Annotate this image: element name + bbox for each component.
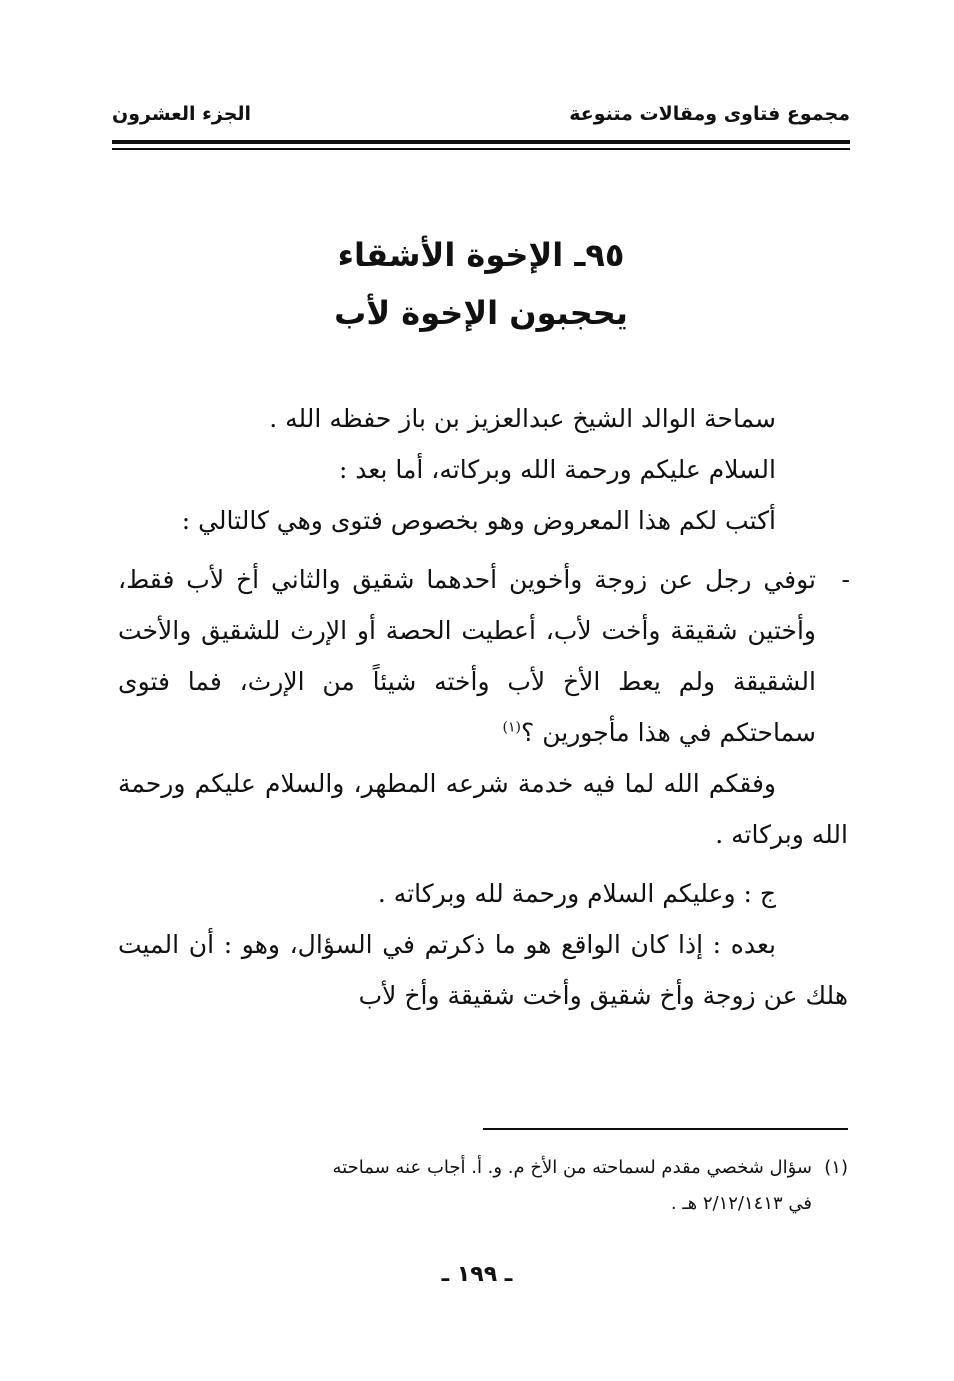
answer-paragraph: بعده : إذا كان الواقع هو ما ذكرتم في السؤال، وهو : أن الميت هلك عن زوجة وأخ شقيق وأخت شقيقة وأخ لأب xyxy=(118,930,848,1010)
question-paragraph xyxy=(118,554,848,758)
footnote-line-1 xyxy=(118,1150,848,1186)
footnote-text-1: سؤال شخصي مقدم لسماحته من الأخ م. و. أ. أجاب عنه سماحته xyxy=(332,1157,812,1178)
salutation: سماحة الوالد الشيخ عبدالعزيز بن باز حفظه الله . xyxy=(269,404,776,433)
footnote-rule xyxy=(483,1128,848,1130)
header-rule-thin xyxy=(112,148,850,150)
footnote-number: (١) xyxy=(824,1157,848,1178)
header-rule-thick xyxy=(112,140,850,144)
footnote-marker: (١) xyxy=(502,719,521,736)
intro-paragraph: أكتب لكم هذا المعروض وهو بخصوص فتوى وهي كالتالي : xyxy=(181,506,776,535)
footnote-line-2: في ٢/١٢/١٤١٣ هـ . xyxy=(670,1193,812,1214)
bullet-dash: - xyxy=(841,565,850,594)
footnote xyxy=(118,1150,848,1222)
title-line-1: ٩٥ـ الإخوة الأشقاء xyxy=(337,236,625,274)
greeting: السلام عليكم ورحمة الله وبركاته، أما بعد : xyxy=(338,455,776,484)
book-title: مجموع فتاوى ومقالات متنوعة xyxy=(569,103,850,125)
running-head xyxy=(112,96,850,132)
article-body xyxy=(118,393,848,1021)
question-item xyxy=(118,554,848,758)
title-line-2: يحجبون الإخوة لأب xyxy=(334,294,628,332)
closing-paragraph: وفقكم الله لما فيه خدمة شرعه المطهر، والسلام عليكم ورحمة الله وبركاته . xyxy=(118,769,848,849)
question-text: توفي رجل عن زوجة وأخوين أحدهما شقيق والثاني أخ لأب فقط، وأختين شقيقة وأخت لأب، أعطيت الحصة أو الإرث للشقيق والأخت الشقيقة ولم يعط الأخ لأب وأخته شيئاً من الإرث، فما فتوى سماحتكم في هذا مأجورين ؟ xyxy=(118,565,816,747)
answer-intro: ج : وعليكم السلام ورحمة لله وبركاته . xyxy=(377,879,776,908)
page-number: ـ ١٩٩ ـ xyxy=(441,1262,513,1287)
article-title xyxy=(112,226,850,342)
volume-label: الجزء العشرون xyxy=(112,103,252,125)
